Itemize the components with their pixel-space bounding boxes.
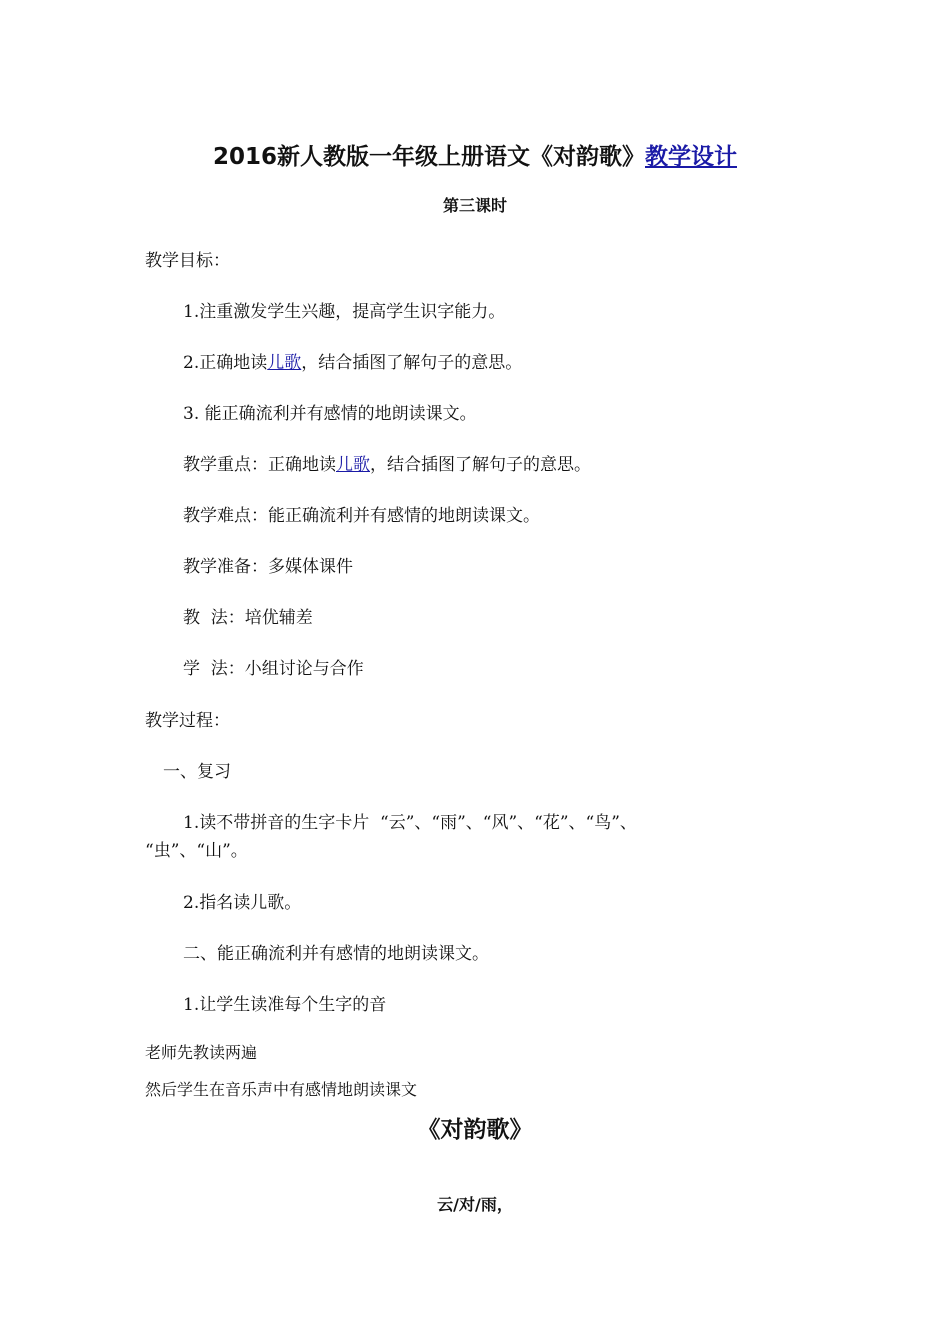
objectives-heading: 教学目标： [145,251,230,271]
students-read: 然后学生在音乐声中有感情地朗读课文 [145,1080,418,1099]
title-text: 2016新人教版一年级上册语文《对韵歌》 [212,144,645,170]
document-title [0,138,950,171]
poem-title: 《对韵歌》 [417,1117,533,1143]
lesson-subtitle: 第三课时 [442,196,507,215]
reading-step-1: 1.让学生读准每个生字的音 [183,995,387,1015]
objective-1: 1.注重激发学生兴趣，提高学生识字能力。 [183,302,506,322]
teaching-preparation: 教学准备：多媒体课件 [183,557,353,577]
section-reading: 二、能正确流利并有感情的地朗读课文。 [183,944,489,964]
poem-line-1: 云/对/雨， [437,1195,513,1214]
objective-3: 3. 能正确流利并有感情的地朗读课文。 [183,404,477,424]
key-point-text-end: ，结合插图了解句子的意思。 [370,455,591,475]
key-point-rhyme-link[interactable]: 儿歌 [336,455,370,475]
nursery-rhyme-link[interactable]: 儿歌 [267,353,302,373]
difficulty-point: 教学难点：能正确流利并有感情的地朗读课文。 [183,506,540,526]
learning-method: 学 法：小组讨论与合作 [183,659,364,679]
section-review: 一、复习 [163,762,231,782]
objective-2 [183,348,522,373]
key-point-text: 教学重点：正确地读 [183,455,336,475]
key-point [183,450,591,475]
review-step-1-cont: “虫”、“山”。 [145,841,248,861]
title-link-teaching-design[interactable]: 教学设计 [645,144,737,170]
process-heading: 教学过程： [145,711,230,731]
objective-2-text: 2.正确地读 [183,353,268,373]
objective-2-text-end: ，结合插图了解句子的意思。 [301,353,523,373]
review-step-2: 2.指名读儿歌。 [183,893,302,913]
teaching-method: 教 法：培优辅差 [183,608,313,628]
teacher-reads: 老师先教读两遍 [145,1043,258,1062]
review-step-1: 1.读不带拼音的生字卡片 “云”、“雨”、“风”、“花”、“鸟”、 [183,813,637,833]
